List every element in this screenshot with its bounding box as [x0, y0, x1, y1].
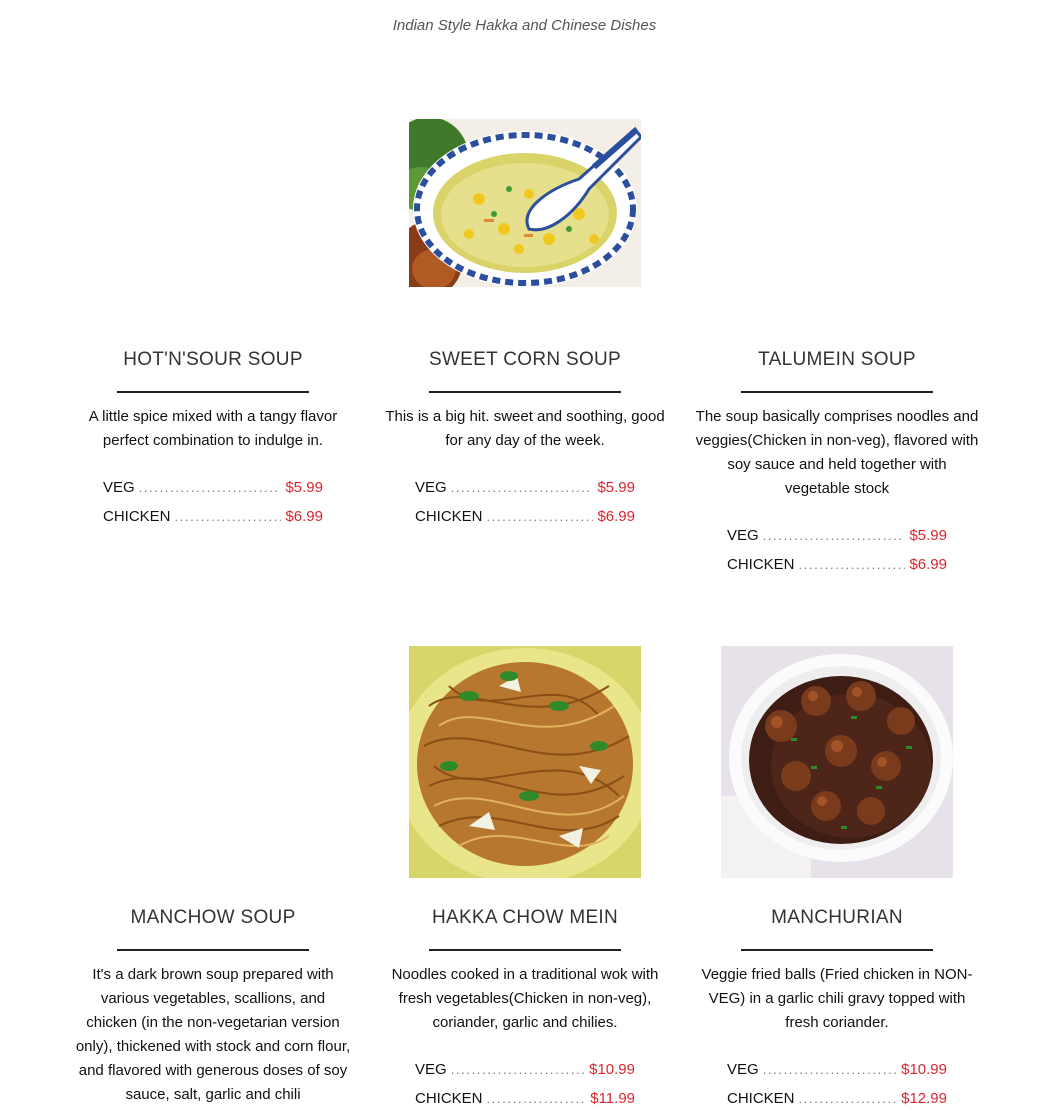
- price-row-chicken: [415, 1090, 635, 1110]
- manchurian-photo: [721, 646, 953, 878]
- price-row-veg: [415, 1061, 635, 1081]
- title-divider: [741, 391, 933, 393]
- price-row-veg: [415, 479, 635, 499]
- page-subtitle: Indian Style Hakka and Chinese Dishes: [392, 17, 657, 34]
- dot-leader: [487, 509, 594, 524]
- price-row-chicken: [727, 1090, 947, 1110]
- dish-title: HOT'N'SOUR SOUP: [123, 349, 303, 370]
- dish-description: The soup basically comprises noodles and veggies(Chicken in non-veg), flavored with soy sauce and held together with vegetable stock: [695, 408, 979, 497]
- price-label: CHICKEN: [727, 556, 795, 573]
- price-label: VEG: [415, 1061, 447, 1078]
- price-label: CHICKEN: [727, 1090, 795, 1107]
- dish-description: A little spice mixed with a tangy flavor perfect combination to indulge in.: [88, 408, 338, 449]
- dot-leader: [799, 557, 906, 572]
- price-value: $10.99: [589, 1061, 635, 1078]
- price-value: $6.99: [597, 508, 635, 525]
- dish-title: SWEET CORN SOUP: [428, 349, 622, 370]
- dot-leader: [139, 480, 282, 495]
- dot-leader: [175, 509, 282, 524]
- price-label: CHICKEN: [415, 1090, 483, 1107]
- dot-leader: [451, 1062, 585, 1077]
- title-divider: [429, 391, 621, 393]
- price-row-chicken: [727, 556, 947, 576]
- dish-description: Noodles cooked in a traditional wok with fresh vegetables(Chicken in non-veg), coriander, garlic and chilies.: [391, 966, 659, 1031]
- price-label: CHICKEN: [415, 508, 483, 525]
- dish-title: TALUMEIN SOUP: [758, 349, 916, 370]
- dish-description: It's a dark brown soup prepared with various vegetables, scallions, and chicken (in the non-vegetarian version only), thickened with stock and corn flour, and flavored with generous doses of soy sauce, salt, garlic and chili: [75, 966, 351, 1103]
- dish-title: HAKKA CHOW MEIN: [431, 907, 619, 928]
- price-label: VEG: [415, 479, 447, 496]
- price-label: VEG: [727, 1061, 759, 1078]
- price-label: VEG: [103, 479, 135, 496]
- price-row-veg: [103, 479, 323, 499]
- price-row-chicken: [103, 508, 323, 528]
- price-value: $6.99: [909, 556, 947, 573]
- dot-leader: [763, 528, 906, 543]
- dot-leader: [799, 1091, 898, 1106]
- price-label: CHICKEN: [103, 508, 171, 525]
- price-value: $6.99: [285, 508, 323, 525]
- hakka-chow-mein-photo: [409, 646, 641, 878]
- price-value: $11.99: [590, 1090, 635, 1107]
- price-value: $5.99: [597, 479, 635, 496]
- dish-title: MANCHURIAN: [771, 907, 903, 928]
- price-value: $10.99: [901, 1061, 947, 1078]
- dish-title: MANCHOW SOUP: [130, 907, 296, 928]
- price-row-veg: [727, 1061, 947, 1081]
- price-value: $12.99: [901, 1090, 947, 1107]
- dot-leader: [487, 1091, 587, 1106]
- title-divider: [117, 391, 309, 393]
- title-divider: [429, 949, 621, 951]
- dish-description: This is a big hit. sweet and soothing, good for any day of the week.: [385, 408, 665, 449]
- price-label: VEG: [727, 527, 759, 544]
- sweet-corn-soup-photo: [409, 119, 641, 287]
- price-row-chicken: [415, 508, 635, 528]
- price-row-veg: [727, 527, 947, 547]
- dot-leader: [451, 480, 594, 495]
- price-value: $5.99: [909, 527, 947, 544]
- dot-leader: [763, 1062, 897, 1077]
- title-divider: [117, 949, 309, 951]
- price-value: $5.99: [285, 479, 323, 496]
- title-divider: [741, 949, 933, 951]
- dish-description: Veggie fried balls (Fried chicken in NON-VEG) in a garlic chili gravy topped with fresh coriander.: [701, 966, 973, 1031]
